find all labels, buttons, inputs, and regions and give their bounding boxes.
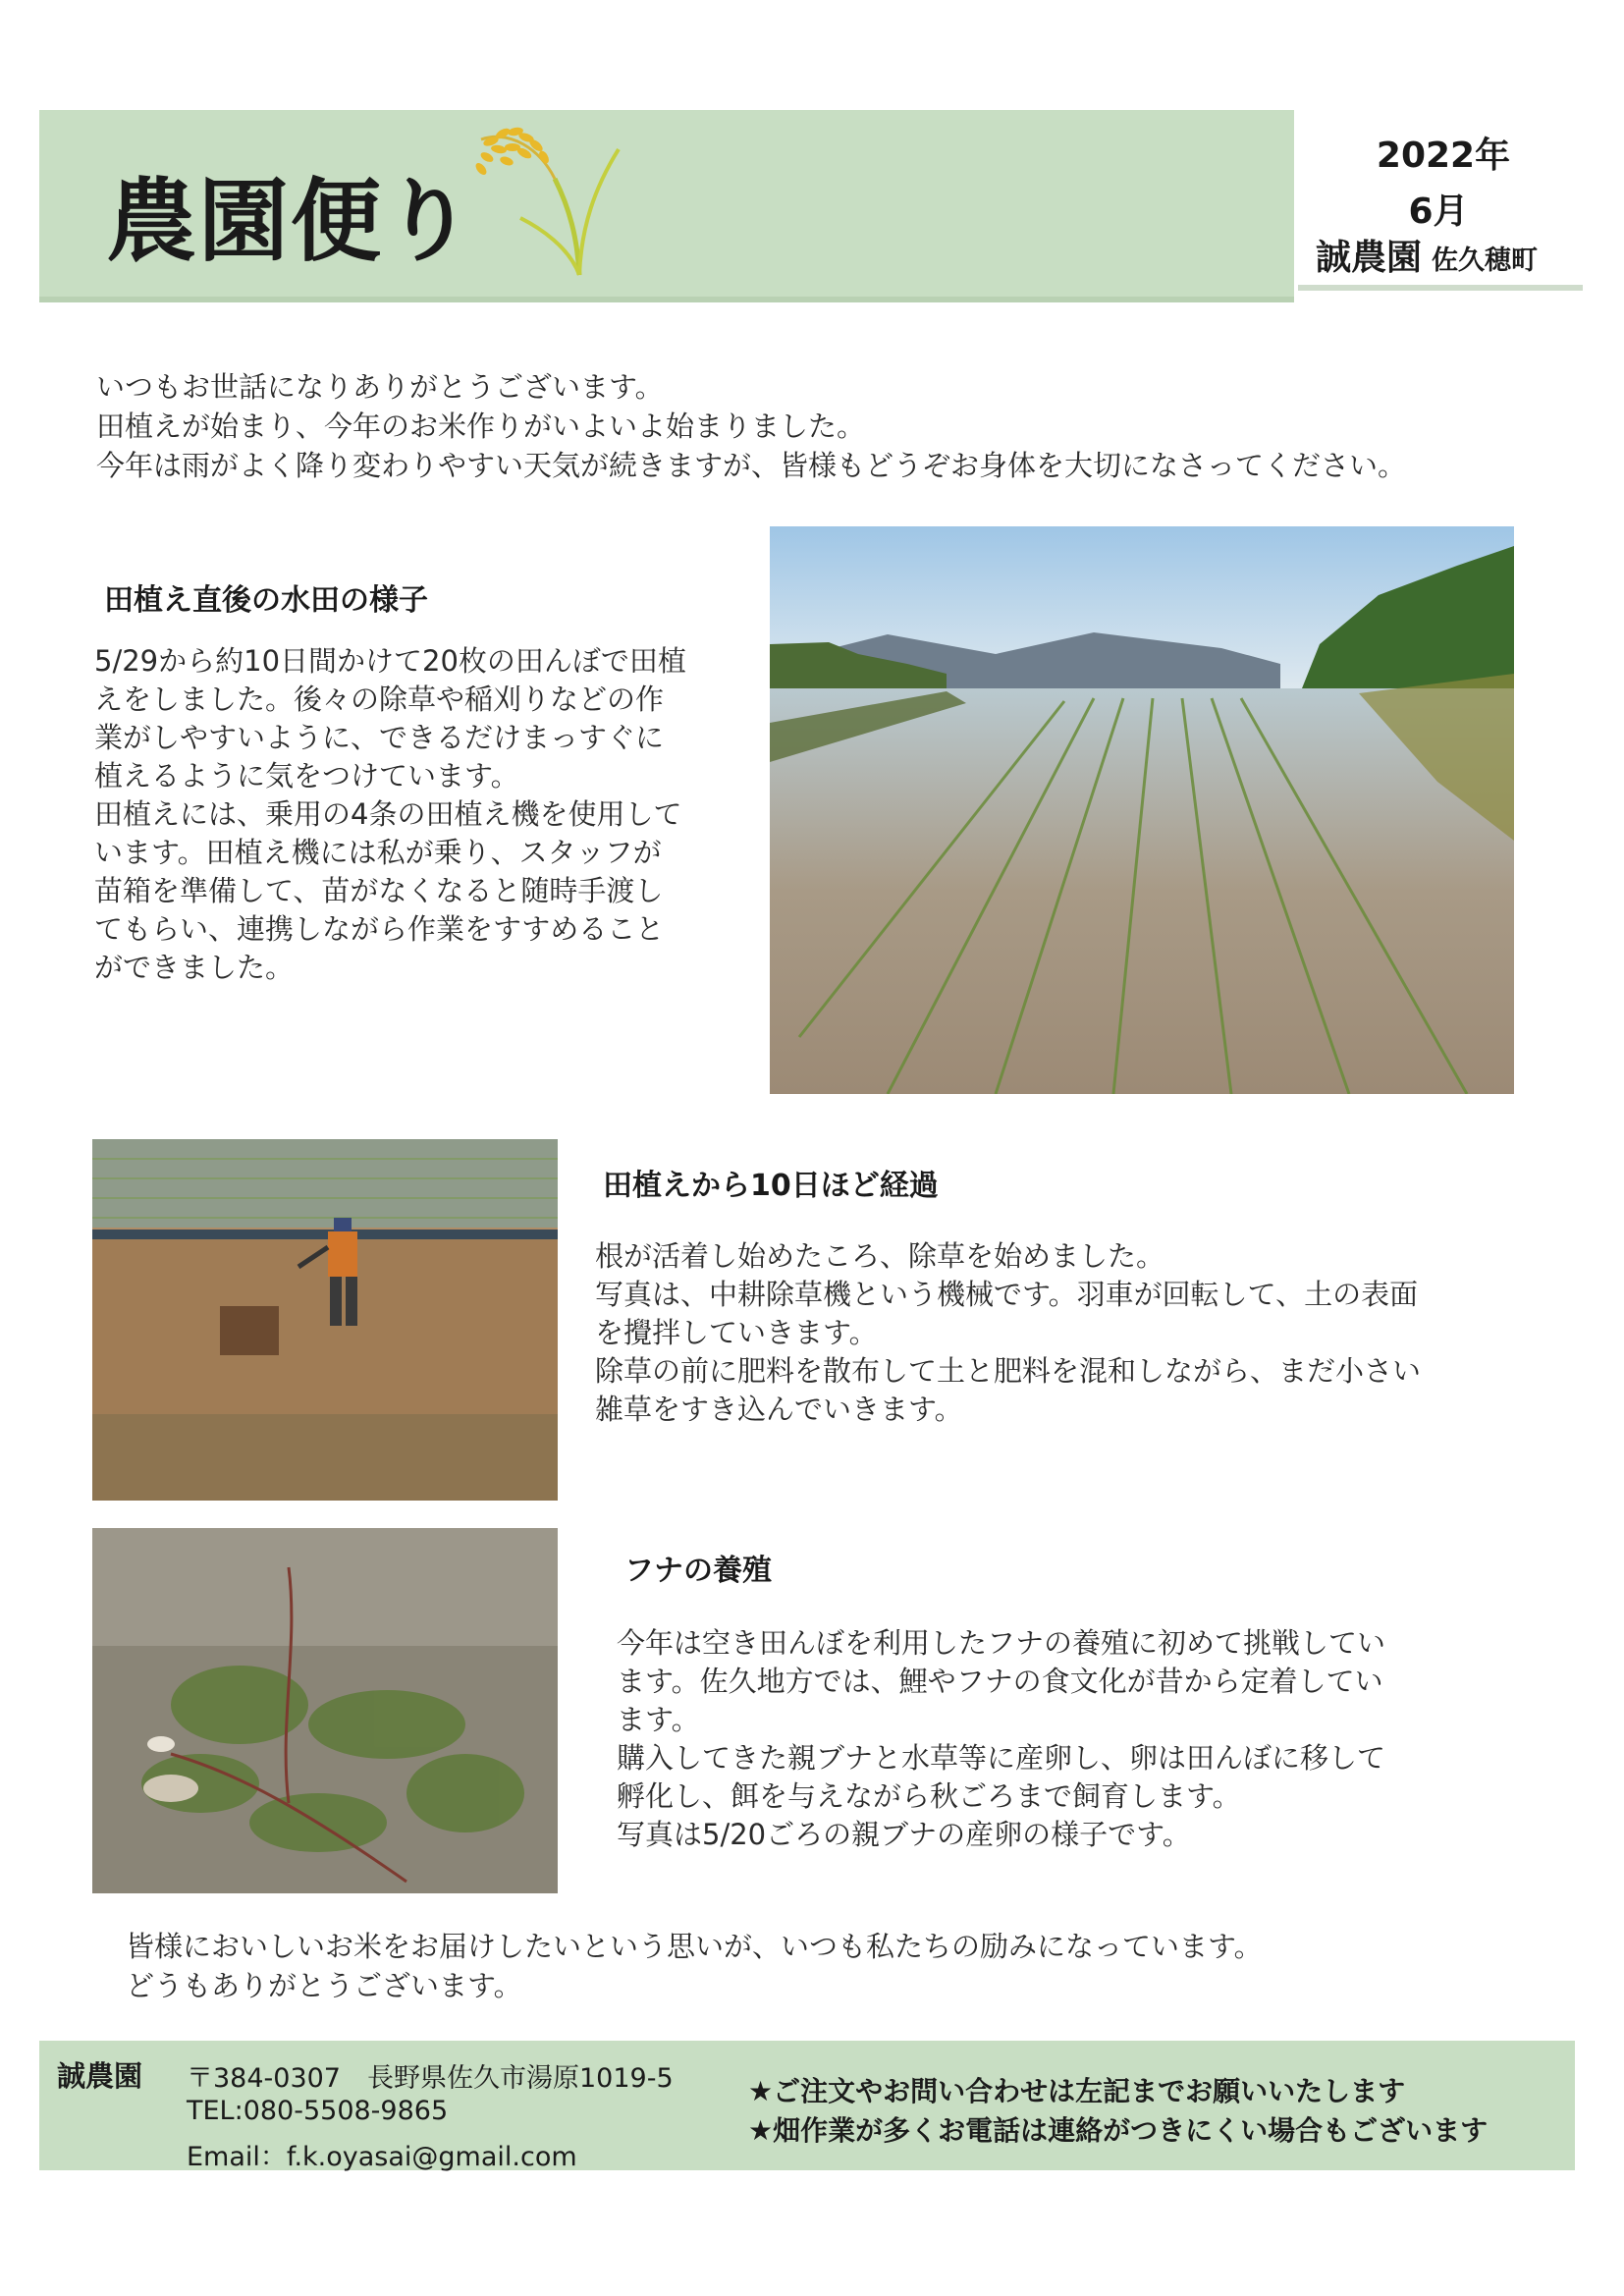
body-line: ができました。 <box>94 951 295 984</box>
section-title-rice-paddy: 田植え直後の水田の様子 <box>104 583 428 618</box>
body-line: 業がしやすいように、できるだけまっすぐに <box>94 721 665 754</box>
body-line: えをしました。後々の除草や稲刈りなどの作 <box>94 683 665 716</box>
body-line: ます。佐久地方では、鯉やフナの食文化が昔から定着してい <box>617 1665 1383 1698</box>
body-line: 写真は、中耕除草機という機械です。羽車が回転して、土の表面 <box>595 1278 1419 1311</box>
body-line: 植えるように気をつけています。 <box>94 759 519 793</box>
rice-paddy-photo <box>770 526 1514 1094</box>
section-title-after-planting: 田植えから10日ほど経過 <box>603 1169 939 1203</box>
footer-email: Email：f.k.oyasai@gmail.com <box>187 2142 577 2172</box>
body-line: 5/29から約10日間かけて20枚の田んぼで田植 <box>94 644 686 678</box>
section-body-carp-farming <box>617 1624 1385 1854</box>
farm-rule <box>1298 285 1583 291</box>
issue-year: 2022年 <box>1376 136 1511 176</box>
footer-note-inquiries: ★ご注文やお問い合わせは左記までお願いいたします <box>748 2075 1406 2107</box>
body-line: 田植えには、乗用の4条の田植え機を使用して <box>94 797 682 831</box>
intro-text <box>96 367 1406 485</box>
footer-note-phone: ★畑作業が多くお電話は連絡がつきにくい場合もございます <box>748 2114 1489 2147</box>
footer-phone: TEL:080-5508-9865 <box>187 2096 449 2126</box>
body-line: てもらい、連携しながら作業をすすめること <box>94 912 665 946</box>
body-line: 今年は空き田んぼを利用したフナの養殖に初めて挑戦してい <box>617 1626 1386 1660</box>
closing-text <box>126 1927 1263 2005</box>
intro-line: 田植えが始まり、今年のお米作りがいよいよ始まりました。 <box>96 410 866 443</box>
crucian-carp-photo <box>92 1528 558 1893</box>
issue-date <box>1296 128 1591 234</box>
weeding-photo <box>92 1139 558 1501</box>
body-line: 雑草をすき込んでいきます。 <box>595 1393 963 1426</box>
body-line: を攪拌していきます。 <box>595 1316 878 1349</box>
footer-farm-name: 誠農園 <box>57 2059 143 2093</box>
farm-name: 誠農園 <box>1316 238 1423 278</box>
issue-month: 6月 <box>1408 191 1469 232</box>
body-line: ます。 <box>617 1703 700 1736</box>
intro-line: いつもお世話になりありがとうございます。 <box>96 370 664 404</box>
section-title-carp-farming: フナの養殖 <box>624 1554 772 1588</box>
closing-line: どうもありがとうございます。 <box>126 1969 522 2002</box>
farm-town: 佐久穂町 <box>1432 246 1539 276</box>
body-line: います。田植え機には私が乗り、スタッフが <box>94 836 662 869</box>
body-line: 孵化し、餌を与えながら秋ごろまで飼育します。 <box>617 1779 1241 1813</box>
intro-line: 今年は雨がよく降り変わりやすい天気が続きますが、皆様もどうぞお身体を大切になさってください。 <box>96 449 1407 482</box>
body-line: 写真は5/20ごろの親ブナの産卵の様子です。 <box>617 1818 1191 1851</box>
section-body-after-planting <box>595 1237 1421 1429</box>
body-line: 根が活着し始めたころ、除草を始めました。 <box>595 1239 1165 1273</box>
rice-plant-icon <box>461 120 638 277</box>
newsletter-title: 農園便り <box>106 168 476 274</box>
body-line: 苗箱を準備して、苗がなくなると随時手渡し <box>94 874 664 907</box>
farm-heading <box>1316 230 1538 280</box>
body-line: 購入してきた親ブナと水草等に産卵し、卵は田んぼに移して <box>617 1741 1386 1775</box>
footer-address: 〒384-0307 長野県佐久市湯原1019-5 <box>187 2063 674 2094</box>
body-line: 除草の前に肥料を散布して土と肥料を混和しながら、まだ小さい <box>595 1354 1422 1388</box>
closing-line: 皆様においしいお米をお届けしたいという思いが、いつも私たちの励みになっています。 <box>126 1930 1263 1963</box>
section-body-rice-paddy <box>94 642 686 987</box>
